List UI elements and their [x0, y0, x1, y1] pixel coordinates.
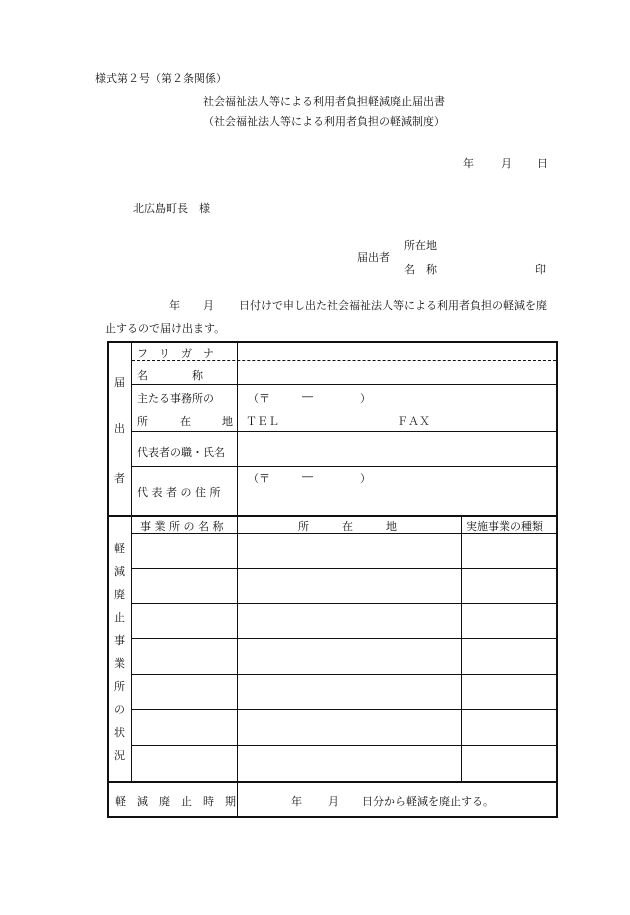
table-row-cell[interactable]	[238, 710, 461, 745]
end-month: 月	[328, 795, 339, 808]
offices-side-label-6: 業	[114, 657, 125, 670]
body-year: 年	[169, 299, 180, 312]
table-row-cell[interactable]	[462, 569, 556, 603]
office-label-line2-a: 所	[137, 415, 148, 428]
office-postal-close: ）	[360, 392, 371, 405]
addressee: 北広島町長 様	[133, 202, 210, 215]
table-row-cell[interactable]	[462, 746, 556, 781]
notifier-name-label: 名 称	[404, 263, 437, 276]
date-month: 月	[501, 157, 512, 170]
seal-mark: 印	[535, 263, 546, 276]
table-row-cell[interactable]	[132, 675, 237, 709]
office-label-line2-b: 在	[180, 415, 191, 428]
column-header-location: 所 在 地	[298, 520, 397, 533]
office-postal-open: （〒	[248, 392, 270, 405]
body-line1: 日付けで申し出た社会福祉法人等による利用者負担の軽減を廃	[239, 299, 547, 312]
page-title: 社会福祉法人等による利用者負担軽減廃止届出書	[203, 95, 445, 108]
table-row-cell[interactable]	[238, 746, 461, 781]
table-row-cell[interactable]	[462, 710, 556, 745]
body-month: 月	[203, 299, 214, 312]
fax-label: ＦＡＸ	[397, 415, 430, 428]
representative-label: 代表者の職・氏名	[137, 446, 225, 459]
table-row-cell[interactable]	[132, 639, 237, 674]
table-row-cell[interactable]	[238, 639, 461, 674]
end-year: 年	[291, 795, 302, 808]
office-postal-dash: ―	[302, 390, 313, 403]
table-row-cell[interactable]	[132, 569, 237, 603]
offices-side-label-7: 所	[114, 680, 125, 693]
column-header-office-name: 事 業 所 の 名 称	[140, 520, 224, 533]
table-row-cell[interactable]	[462, 534, 556, 568]
offices-side-label-5: 事	[114, 634, 125, 647]
end-rest: 日分から軽減を廃止する。	[362, 795, 494, 808]
rep-postal-close: ）	[360, 472, 371, 485]
table-row-cell[interactable]	[238, 534, 461, 568]
table-row-cell[interactable]	[462, 604, 556, 638]
offices-side-label-10: 況	[114, 749, 125, 762]
table-row-cell[interactable]	[132, 534, 237, 568]
office-label-line1: 主たる事務所の	[137, 392, 214, 405]
table-row-cell[interactable]	[132, 710, 237, 745]
rep-postal-dash: ―	[302, 470, 313, 483]
offices-side-label-8: の	[114, 703, 125, 716]
offices-side-label-3: 廃	[114, 588, 125, 601]
rep-address-label: 代 表 者 の 住 所	[137, 486, 221, 499]
date-day: 日	[537, 157, 548, 170]
furigana-label: フ リ ガ ナ	[137, 347, 214, 360]
body-line2: 止するので届け出ます。	[105, 322, 226, 335]
table-row-cell[interactable]	[238, 569, 461, 603]
page-subtitle: （社会福祉法人等による利用者負担の軽減制度）	[203, 115, 445, 128]
column-header-service-type: 実施事業の種類	[466, 520, 543, 533]
date-year: 年	[463, 157, 474, 170]
name-label: 名 称	[137, 369, 203, 382]
notifier-side-label-3: 者	[114, 472, 125, 485]
table-row-cell[interactable]	[238, 675, 461, 709]
office-label-line2-c: 地	[222, 415, 233, 428]
offices-side-label-1: 軽	[114, 542, 125, 555]
notifier-label: 届出者	[357, 251, 390, 264]
table-row-cell[interactable]	[132, 746, 237, 781]
offices-side-label-2: 減	[114, 565, 125, 578]
notifier-address-label: 所在地	[404, 239, 437, 252]
table-row-cell[interactable]	[238, 604, 461, 638]
notifier-side-label-1: 届	[114, 376, 125, 389]
tel-label: ＴＥＬ	[246, 415, 279, 428]
table-row-cell[interactable]	[462, 675, 556, 709]
rep-postal-open: （〒	[248, 472, 270, 485]
form-number: 様式第２号（第２条関係）	[95, 72, 227, 85]
end-period-label: 軽 減 廃 止 時 期	[115, 795, 236, 808]
notifier-side-label-2: 出	[114, 422, 125, 435]
offices-side-label-9: 状	[114, 726, 125, 739]
table-row-cell[interactable]	[132, 604, 237, 638]
table-row-cell[interactable]	[462, 639, 556, 674]
offices-side-label-4: 止	[114, 611, 125, 624]
